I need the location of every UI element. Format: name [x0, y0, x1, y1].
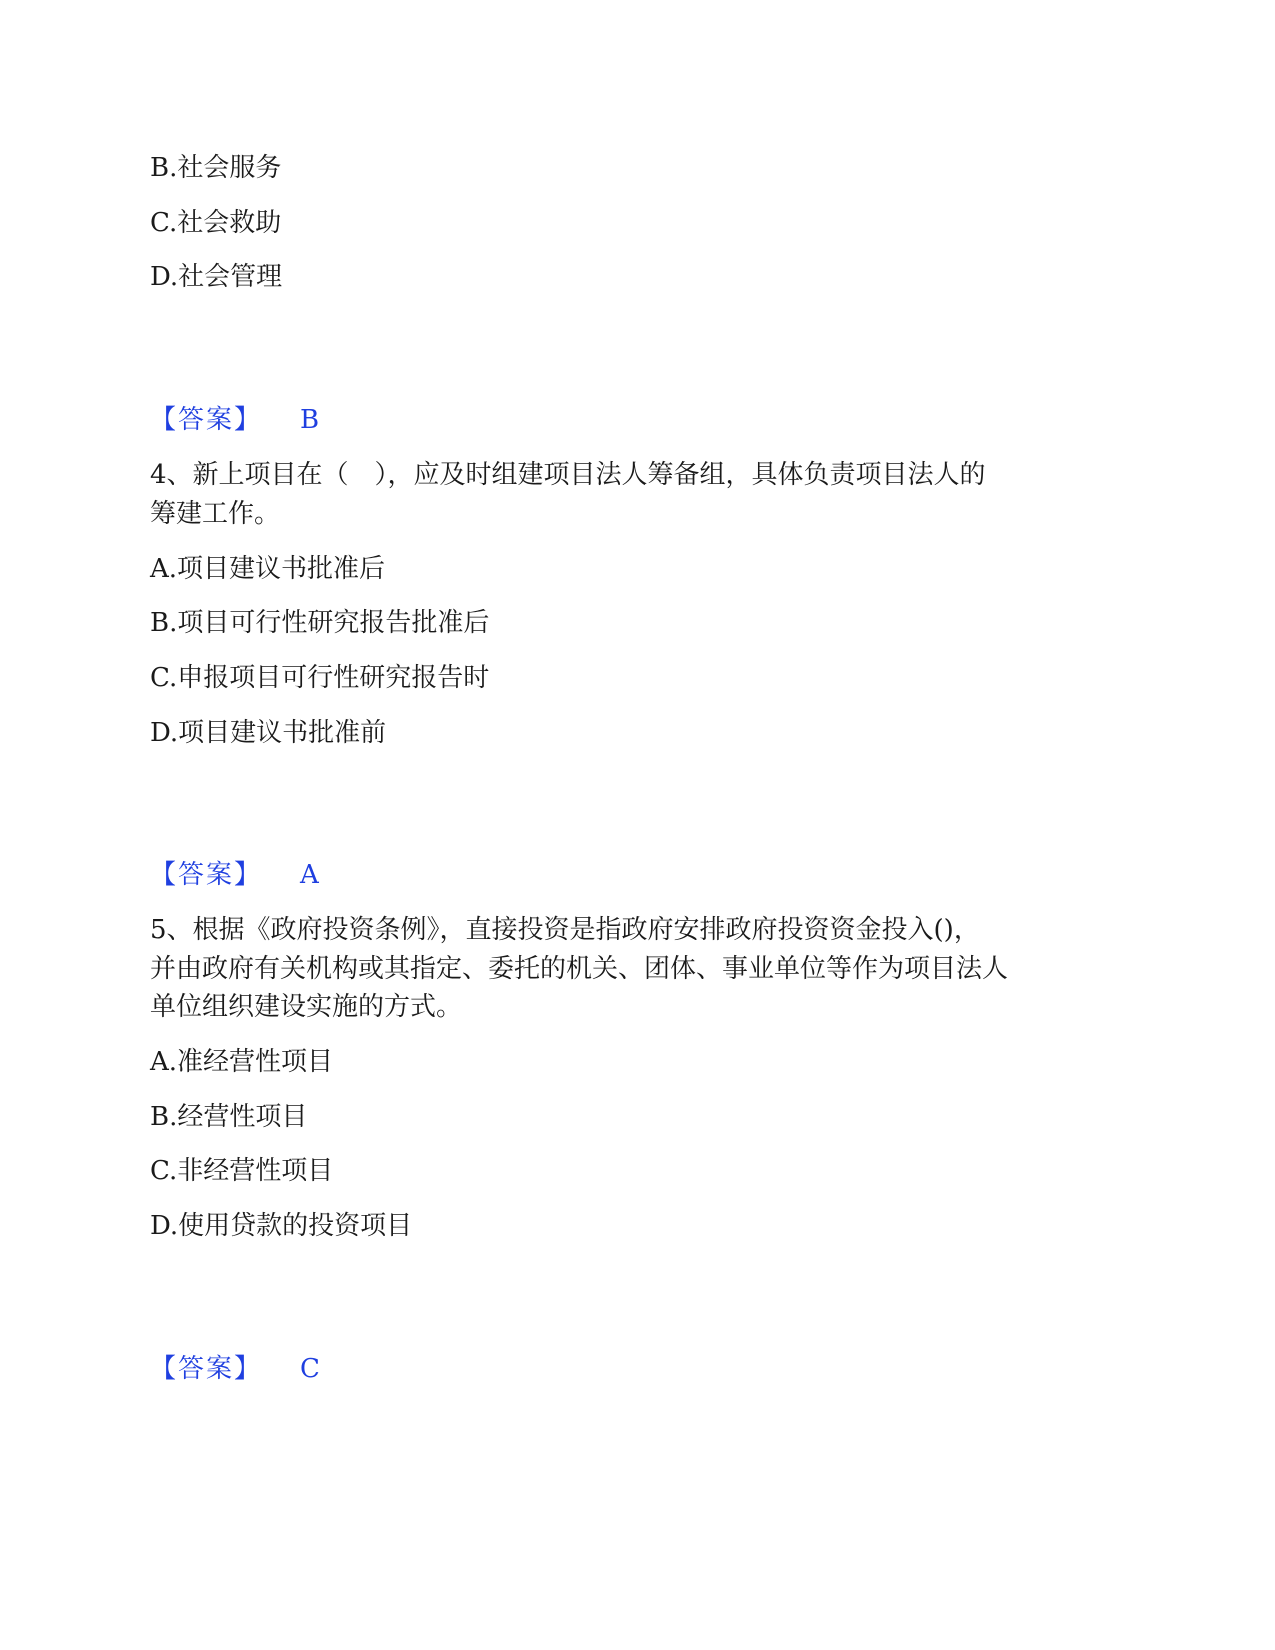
q4-option-c: C.申报项目可行性研究报告时 — [150, 663, 490, 693]
q5-answer-value: C — [300, 1354, 320, 1384]
q5-stem-line-3: 单位组织建设实施的方式。 — [150, 992, 463, 1022]
q5-option-d: D.使用贷款的投资项目 — [150, 1211, 413, 1241]
q5-option-b: B.经营性项目 — [150, 1102, 308, 1132]
q3-option-c: C.社会救助 — [150, 208, 282, 238]
q4-option-a: A.项目建议书批准后 — [150, 554, 386, 584]
q3-option-b: B.社会服务 — [150, 153, 282, 183]
q3-option-d: D.社会管理 — [150, 262, 283, 292]
q5-stem-line-1: 5、根据《政府投资条例》，直接投资是指政府安排政府投资资金投入()， — [150, 915, 980, 945]
q4-option-d: D.项目建议书批准前 — [150, 718, 387, 748]
q4-option-b: B.项目可行性研究报告批准后 — [150, 608, 490, 638]
q4-answer-value: A — [300, 860, 319, 890]
q3-answer-value: B — [300, 405, 320, 435]
q5-stem-line-2: 并由政府有关机构或其指定、委托的机关、团体、事业单位等作为项目法人 — [150, 954, 1009, 984]
q5-answer-label: 【答案】 — [150, 1354, 263, 1384]
q5-option-c: C.非经营性项目 — [150, 1156, 334, 1186]
q5-option-a: A.准经营性项目 — [150, 1047, 334, 1077]
q3-answer-label: 【答案】 — [150, 405, 263, 435]
q4-stem-line-1: 4、新上项目在（ ），应及时组建项目法人筹备组，具体负责项目法人的 — [150, 460, 986, 490]
q4-stem-line-2: 筹建工作。 — [150, 499, 281, 529]
q4-answer-label: 【答案】 — [150, 860, 263, 890]
